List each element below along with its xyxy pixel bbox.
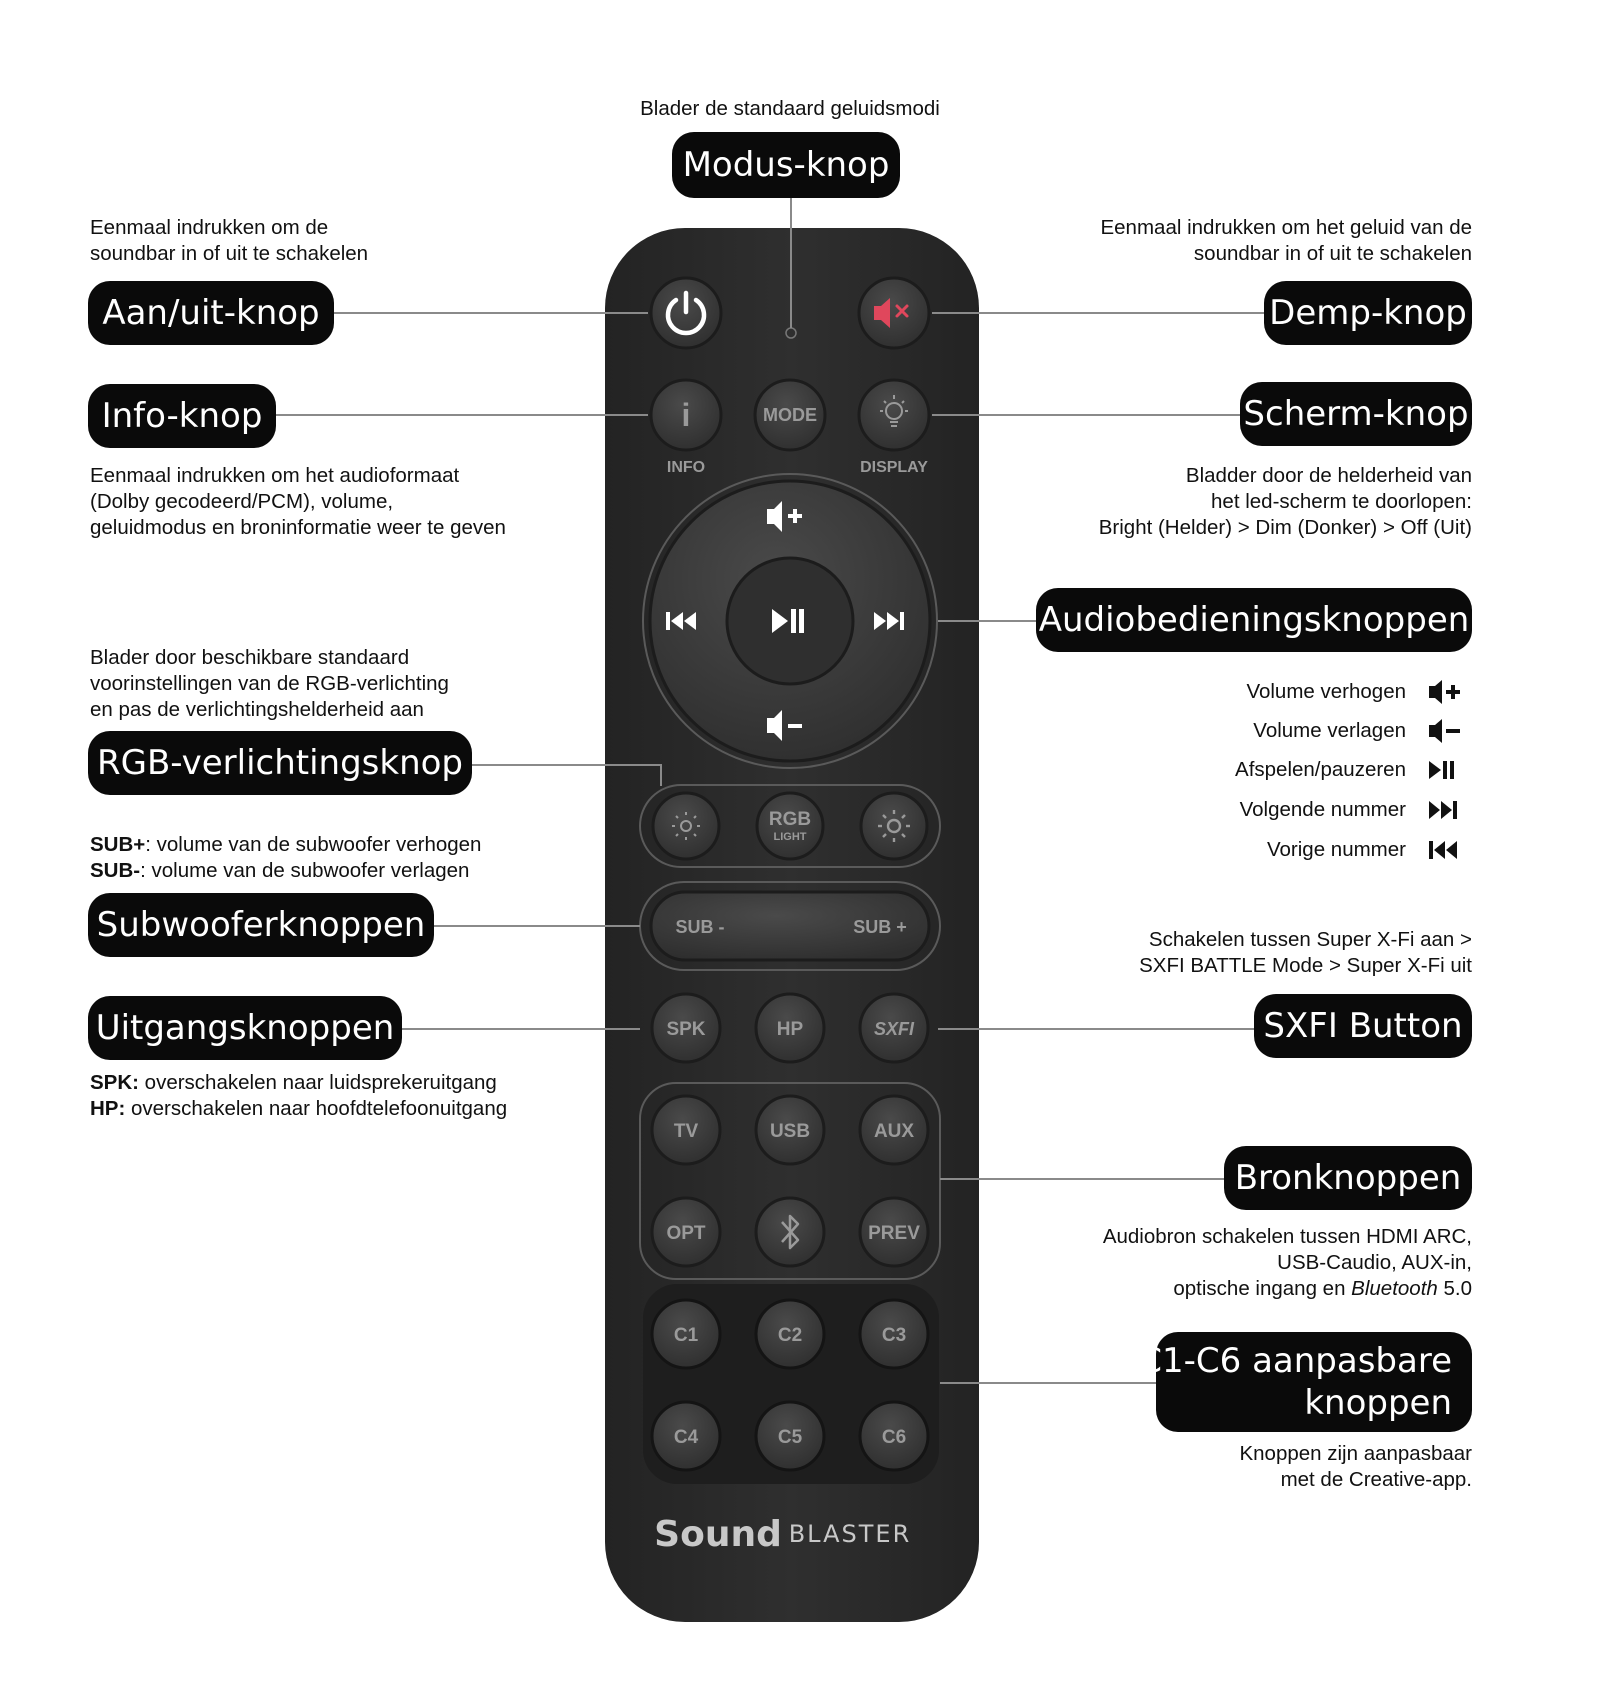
display-desc-line-1: Bladder door de helderheid van: [1185, 464, 1472, 487]
sub-connector: [434, 925, 640, 927]
sxfi-desc-line-2: SXFI BATTLE Mode > Super X-Fi uit: [1139, 954, 1472, 977]
legend-volume-down-label: Volume verlagen: [1253, 719, 1406, 742]
rgb-desc-line-3: en pas de verlichtingshelderheid aan: [90, 698, 424, 721]
c1-label: C1: [673, 1325, 699, 1346]
display-description: [1099, 463, 1472, 541]
info-icon: i: [681, 397, 691, 433]
sxfi-connector: [938, 1028, 1254, 1030]
mode-connector: [790, 198, 792, 328]
custom-desc-line-1: Knoppen zijn aanpasbaar: [1239, 1442, 1472, 1465]
legend-volume-up: [1246, 678, 1472, 706]
play-pause-icon: [1406, 756, 1472, 784]
rgb-label: RGB: [768, 809, 812, 830]
mode-button[interactable]: [755, 380, 825, 450]
output-desc-line-1: SPK: overschakelen naar luidsprekeruitgang: [90, 1071, 497, 1094]
brightness-down-button[interactable]: [653, 793, 719, 859]
source-desc-line-1: Audiobron schakelen tussen HDMI ARC,: [1102, 1225, 1472, 1248]
custom-connector: [940, 1382, 1156, 1384]
mode-label: MODE: [763, 405, 817, 425]
rgb-label: RGB-verlichtingsknop: [88, 731, 472, 795]
prev-button[interactable]: [860, 1198, 928, 1266]
rgb-light-button[interactable]: [757, 793, 823, 859]
info-connector: [276, 414, 648, 416]
usb-button[interactable]: [756, 1096, 824, 1164]
tv-button[interactable]: [652, 1096, 720, 1164]
custom-desc-line-2: met de Creative-app.: [1280, 1468, 1472, 1491]
volume-down-icon: [1406, 717, 1472, 745]
rgb-desc-line-1: Blader door beschikbare standaard: [90, 646, 410, 669]
volume-up-icon: [1406, 678, 1472, 706]
mute-connector: [932, 312, 1266, 314]
custom-label: [1138, 1332, 1472, 1432]
mute-desc-line-1: Eenmaal indrukken om het geluid van de: [1100, 216, 1472, 239]
source-connector: [940, 1178, 1226, 1180]
custom-label-line-1: C1-C6 aanpasbare: [1138, 1341, 1452, 1381]
play-pause-button[interactable]: [727, 558, 853, 684]
legend-volume-down: [1253, 717, 1472, 745]
audio-legend: [1100, 678, 1472, 878]
info-label: Info-knop: [88, 384, 276, 448]
c4-label: C4: [673, 1427, 699, 1448]
brand-blaster: BLASTER: [788, 1520, 912, 1548]
legend-next-track: [1240, 796, 1472, 824]
aux-button[interactable]: [860, 1096, 928, 1164]
output-label: Uitgangsknoppen: [88, 996, 402, 1060]
brightness-up-button[interactable]: [861, 793, 927, 859]
tv-label: TV: [673, 1121, 699, 1142]
display-label: Scherm-knop: [1240, 382, 1472, 446]
power-connector: [330, 312, 648, 314]
legend-previous-track-label: Vorige nummer: [1266, 838, 1406, 861]
c2-button[interactable]: [756, 1300, 824, 1368]
display-caption: DISPLAY: [860, 459, 928, 476]
power-desc-line-1: Eenmaal indrukken om de: [90, 216, 329, 239]
previous-track-icon: [1406, 836, 1472, 864]
c3-button[interactable]: [860, 1300, 928, 1368]
sub-label: Subwooferknoppen: [88, 893, 434, 957]
info-caption: INFO: [666, 459, 706, 476]
info-desc-line-3: geluidmodus en broninformatie weer te geven: [90, 516, 506, 539]
audio-connector: [938, 620, 1038, 622]
c1-button[interactable]: [652, 1300, 720, 1368]
info-button[interactable]: [651, 380, 721, 450]
info-desc-line-2: (Dolby gecodeerd/PCM), volume,: [90, 490, 394, 513]
rgb-desc-line-2: voorinstellingen van de RGB-verlichting: [90, 672, 449, 695]
info-description: [90, 463, 506, 541]
info-desc-line-1: Eenmaal indrukken om het audioformaat: [90, 464, 460, 487]
c6-button[interactable]: [860, 1402, 928, 1470]
display-desc-line-3: Bright (Helder) > Dim (Donker) > Off (Uit): [1098, 516, 1472, 539]
brand-sound: Sound: [654, 1514, 782, 1555]
legend-play-pause-label: Afspelen/pauzeren: [1235, 758, 1406, 781]
bluetooth-button[interactable]: [756, 1198, 824, 1266]
legend-volume-up-label: Volume verhogen: [1246, 680, 1406, 703]
mute-desc-line-2: soundbar in of uit te schakelen: [1193, 242, 1472, 265]
output-description: [90, 1070, 507, 1122]
display-connector: [932, 414, 1242, 416]
sxfi-label: SXFI Button: [1254, 994, 1472, 1058]
usb-label: USB: [769, 1121, 811, 1142]
c5-label: C5: [777, 1427, 803, 1448]
rgb-connector-drop: [660, 764, 662, 786]
sxfi-desc-line-1: Schakelen tussen Super X-Fi aan >: [1148, 928, 1472, 951]
rgb-connector: [470, 764, 660, 766]
c3-label: C3: [881, 1325, 907, 1346]
c6-label: C6: [881, 1427, 907, 1448]
sub-minus-label[interactable]: SUB -: [675, 917, 725, 937]
sxfi-label: SXFI: [873, 1019, 915, 1039]
c2-label: C2: [777, 1325, 803, 1346]
mode-label: Modus-knop: [672, 132, 900, 198]
c5-button[interactable]: [756, 1402, 824, 1470]
next-track-icon: [1406, 796, 1472, 824]
power-label: Aan/uit-knop: [88, 281, 334, 345]
output-connector: [402, 1028, 640, 1030]
source-desc-line-3: optische ingang en Bluetooth 5.0: [1173, 1277, 1472, 1300]
display-desc-line-2: het led-scherm te doorlopen:: [1211, 490, 1472, 513]
opt-label: OPT: [666, 1223, 706, 1244]
mute-label: Demp-knop: [1264, 281, 1472, 345]
audio-label: Audiobedieningsknoppen: [1036, 588, 1472, 652]
mode-description: Blader de standaard geluidsmodi: [640, 97, 940, 120]
prev-label: PREV: [868, 1223, 920, 1244]
custom-description: [1239, 1441, 1472, 1493]
mute-description: [1100, 215, 1472, 267]
rgb-description: [90, 645, 449, 723]
source-desc-line-2: USB-Caudio, AUX-in,: [1277, 1251, 1472, 1274]
custom-label-line-2: knoppen: [1304, 1383, 1452, 1423]
sub-desc-line-2: SUB-: volume van de subwoofer verlagen: [90, 859, 470, 882]
opt-button[interactable]: [652, 1198, 720, 1266]
spk-button[interactable]: [652, 994, 720, 1062]
power-description: [90, 215, 368, 267]
sub-description: [90, 832, 481, 884]
power-desc-line-2: soundbar in of uit te schakelen: [90, 242, 369, 265]
sub-desc-line-1: SUB+: volume van de subwoofer verhogen: [90, 833, 482, 856]
output-desc-line-2: HP: overschakelen naar hoofdtelefoonuitgang: [90, 1097, 508, 1120]
power-button[interactable]: [651, 278, 721, 348]
legend-play-pause: [1235, 756, 1472, 784]
hp-label: HP: [776, 1019, 804, 1040]
sxfi-description: [1139, 927, 1472, 979]
c4-button[interactable]: [652, 1402, 720, 1470]
hp-button[interactable]: [756, 994, 824, 1062]
legend-previous-track: [1267, 836, 1472, 864]
light-label: LIGHT: [773, 831, 807, 843]
aux-label: AUX: [873, 1121, 915, 1142]
spk-label: SPK: [666, 1019, 706, 1040]
sub-plus-label[interactable]: SUB +: [853, 917, 907, 937]
source-description: [1103, 1224, 1472, 1302]
source-label: Bronknoppen: [1224, 1146, 1472, 1210]
mute-button[interactable]: [859, 278, 929, 348]
legend-next-track-label: Volgende nummer: [1239, 798, 1406, 821]
display-button[interactable]: [859, 380, 929, 450]
sxfi-button[interactable]: [860, 994, 928, 1062]
